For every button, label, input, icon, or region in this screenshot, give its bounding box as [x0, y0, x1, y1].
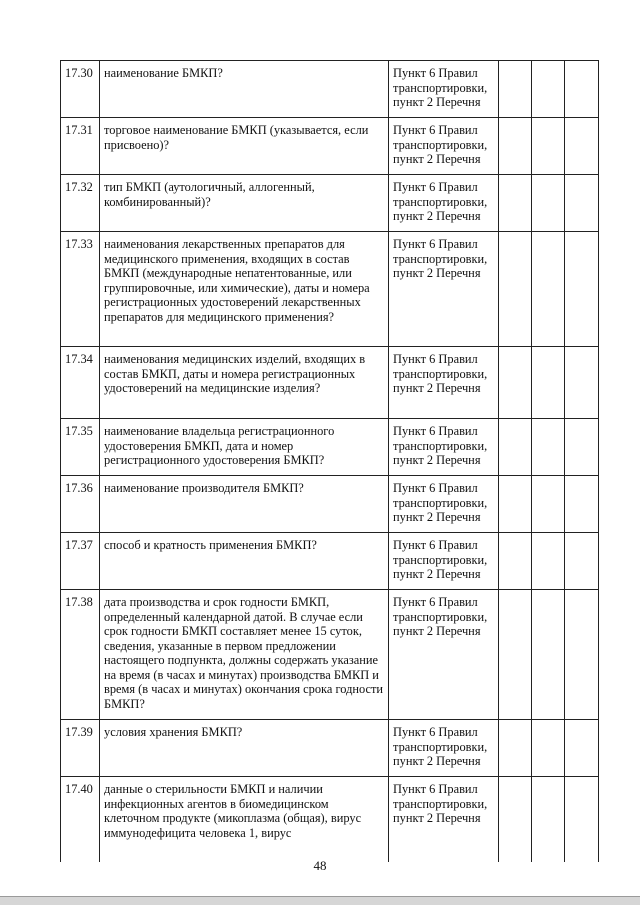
item-number: 17.31 [61, 118, 100, 175]
table-row [61, 61, 599, 118]
answer-cell-yes [499, 720, 532, 777]
requirement-text: торговое наименование БМКП (указывается, если присвоено)? [100, 118, 389, 175]
answer-cell-yes [499, 476, 532, 533]
item-number: 17.38 [61, 590, 100, 720]
legal-reference: Пункт 6 Правил транспортировки, пункт 2 Перечня [389, 61, 499, 118]
item-number: 17.32 [61, 175, 100, 232]
table-row [61, 533, 599, 590]
answer-cell-no [532, 533, 565, 590]
answer-cell-no [532, 419, 565, 476]
answer-cell-no [532, 61, 565, 118]
answer-cell-na [565, 720, 599, 777]
item-number: 17.30 [61, 61, 100, 118]
requirement-text: наименования медицинских изделий, входящих в состав БМКП, даты и номера регистрационных удостоверений на медицинские изделия? [100, 347, 389, 419]
answer-cell-no [532, 476, 565, 533]
requirement-text: данные о стерильности БМКП и наличии инфекционных агентов в биомедицинском клеточном продукте (микоплазма (общая), вирус иммунодефицита человека 1, вирус [100, 777, 389, 863]
scan-bottom-edge [0, 896, 640, 905]
answer-cell-no [532, 175, 565, 232]
answer-cell-na [565, 419, 599, 476]
legal-reference: Пункт 6 Правил транспортировки, пункт 2 Перечня [389, 118, 499, 175]
table-row [61, 118, 599, 175]
legal-reference: Пункт 6 Правил транспортировки, пункт 2 Перечня [389, 419, 499, 476]
answer-cell-yes [499, 419, 532, 476]
requirement-text: наименования лекарственных препаратов для медицинского применения, входящих в состав БМКП (международные непатентованные, или группировочные, или химические), даты и номера регистрационных удостоверений лекарственных препаратов для медицинского применения? [100, 232, 389, 347]
answer-cell-no [532, 590, 565, 720]
table-row [61, 590, 599, 720]
answer-cell-na [565, 61, 599, 118]
requirement-text: наименование производителя БМКП? [100, 476, 389, 533]
answer-cell-na [565, 533, 599, 590]
item-number: 17.36 [61, 476, 100, 533]
answer-cell-na [565, 175, 599, 232]
table-row [61, 232, 599, 347]
answer-cell-yes [499, 61, 532, 118]
item-number: 17.37 [61, 533, 100, 590]
table-row [61, 347, 599, 419]
answer-cell-na [565, 118, 599, 175]
requirement-text: условия хранения БМКП? [100, 720, 389, 777]
table-row [61, 476, 599, 533]
legal-reference: Пункт 6 Правил транспортировки, пункт 2 Перечня [389, 232, 499, 347]
item-number: 17.33 [61, 232, 100, 347]
table-row [61, 720, 599, 777]
legal-reference: Пункт 6 Правил транспортировки, пункт 2 Перечня [389, 720, 499, 777]
legal-reference: Пункт 6 Правил транспортировки, пункт 2 Перечня [389, 590, 499, 720]
page-number: 48 [313, 858, 327, 873]
answer-cell-na [565, 590, 599, 720]
answer-cell-yes [499, 118, 532, 175]
item-number: 17.39 [61, 720, 100, 777]
answer-cell-yes [499, 175, 532, 232]
legal-reference: Пункт 6 Правил транспортировки, пункт 2 Перечня [389, 476, 499, 533]
answer-cell-na [565, 232, 599, 347]
table-row [61, 175, 599, 232]
answer-cell-no [532, 720, 565, 777]
answer-cell-yes [499, 347, 532, 419]
answer-cell-yes [499, 232, 532, 347]
answer-cell-no [532, 347, 565, 419]
requirement-text: наименование БМКП? [100, 61, 389, 118]
requirement-text: наименование владельца регистрационного удостоверения БМКП, дата и номер регистрационного удостоверения БМКП? [100, 419, 389, 476]
legal-reference: Пункт 6 Правил транспортировки, пункт 2 Перечня [389, 533, 499, 590]
answer-cell-yes [499, 533, 532, 590]
requirement-text: тип БМКП (аутологичный, аллогенный, комбинированный)? [100, 175, 389, 232]
legal-reference: Пункт 6 Правил транспортировки, пункт 2 Перечня [389, 175, 499, 232]
table-row [61, 777, 599, 863]
scan-edge-line [0, 896, 640, 897]
legal-reference: Пункт 6 Правил транспортировки, пункт 2 Перечня [389, 777, 499, 863]
answer-cell-na [565, 777, 599, 863]
table-row [61, 419, 599, 476]
answer-cell-no [532, 777, 565, 863]
answer-cell-yes [499, 777, 532, 863]
answer-cell-na [565, 476, 599, 533]
answer-cell-na [565, 347, 599, 419]
requirement-text: способ и кратность применения БМКП? [100, 533, 389, 590]
answer-cell-yes [499, 590, 532, 720]
item-number: 17.34 [61, 347, 100, 419]
requirements-table [60, 60, 599, 862]
requirement-text: дата производства и срок годности БМКП, определенный календарной датой. В случае если срок годности БМКП составляет менее 15 суток, сведения, указанные в первом предложении настоящего подпункта, должны содержать указание на время (в часах и минутах) производства БМКП и время (в часах и минутах) окончания срока годности БМКП? [100, 590, 389, 720]
answer-cell-no [532, 118, 565, 175]
legal-reference: Пункт 6 Правил транспортировки, пункт 2 Перечня [389, 347, 499, 419]
item-number: 17.35 [61, 419, 100, 476]
answer-cell-no [532, 232, 565, 347]
item-number: 17.40 [61, 777, 100, 863]
